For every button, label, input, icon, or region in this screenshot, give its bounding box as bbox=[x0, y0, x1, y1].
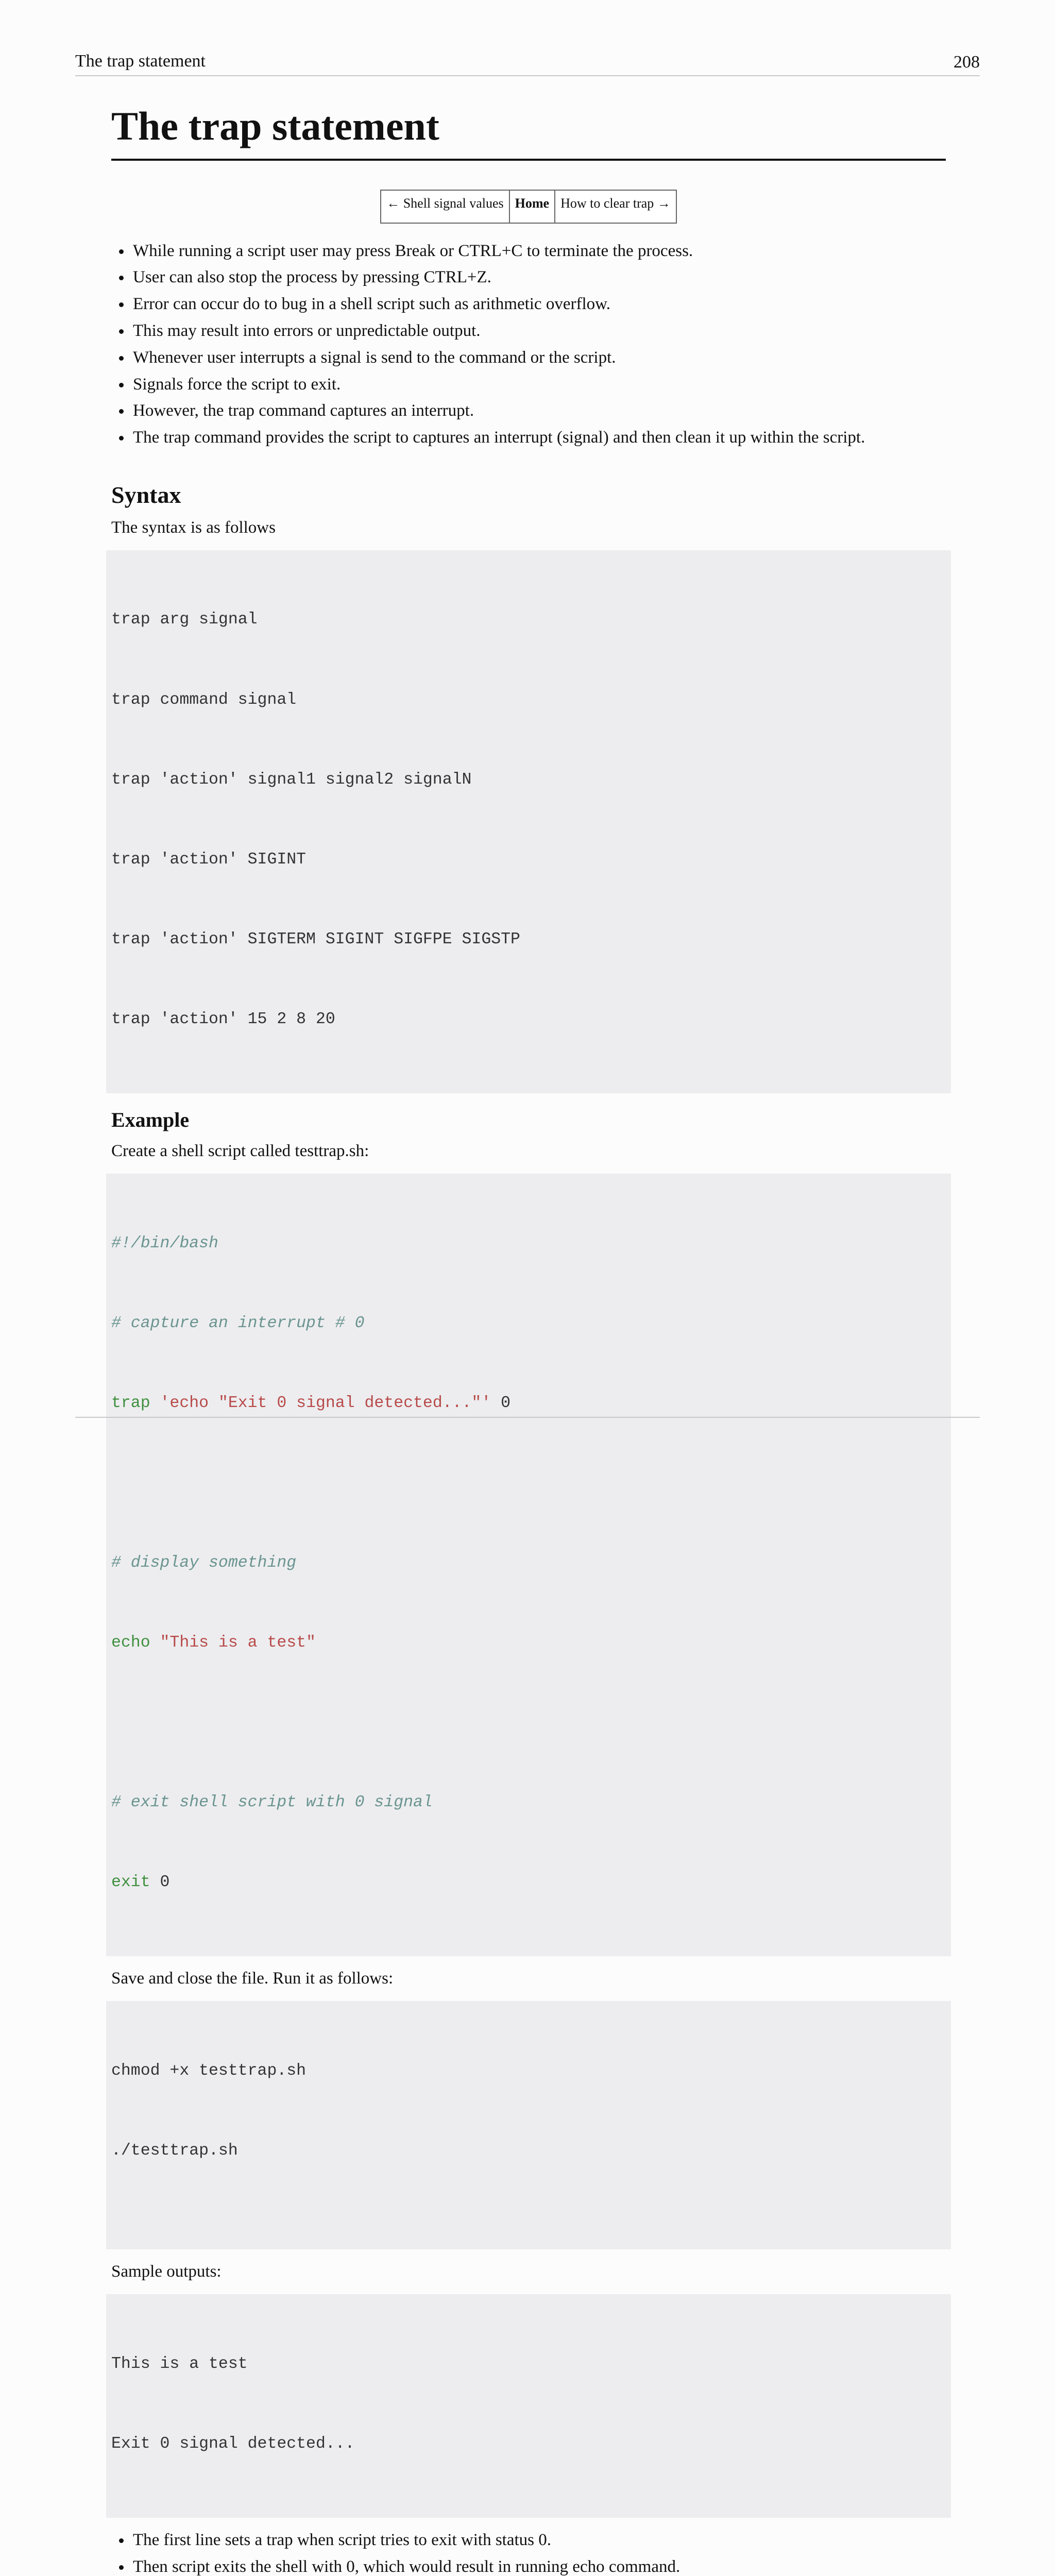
page-number: 208 bbox=[954, 53, 980, 72]
code-argument: 0 bbox=[150, 1873, 170, 1892]
code-line: chmod +x testtrap.sh bbox=[111, 2061, 307, 2080]
list-item: • Whenever user interrupts a signal is send to the command or the script. bbox=[132, 345, 946, 371]
code-line: trap 'action' SIGTERM SIGINT SIGFPE SIGSTP bbox=[111, 930, 520, 948]
running-header-title: The trap statement bbox=[75, 52, 206, 71]
intro-bullet-list bbox=[111, 238, 946, 451]
run-intro: Save and close the file. Run it as follows: bbox=[111, 1969, 394, 1988]
code-line: trap 'action' 15 2 8 20 bbox=[111, 1010, 335, 1029]
list-item: • The first line sets a trap when script tries to exit with status 0. bbox=[132, 2527, 946, 2554]
list-item: • However, the trap command captures an interrupt. bbox=[132, 398, 946, 425]
code-line: # capture an interrupt # 0 bbox=[111, 1314, 365, 1332]
code-line: ./testtrap.sh bbox=[111, 2142, 238, 2160]
code-string: 'echo "Exit 0 signal detected..."' bbox=[160, 1394, 491, 1412]
article-content bbox=[111, 103, 946, 2576]
notes-bullet-list bbox=[111, 2527, 946, 2576]
next-page-link[interactable]: How to clear trap → bbox=[555, 190, 676, 223]
output-intro: Sample outputs: bbox=[111, 2262, 222, 2281]
code-line: This is a test bbox=[111, 2354, 248, 2373]
code-keyword: echo bbox=[111, 1634, 150, 1652]
list-item: • This may result into errors or unpredictable output. bbox=[132, 318, 946, 345]
syntax-heading: Syntax bbox=[111, 482, 181, 509]
list-item: • User can also stop the process by pressing CTRL+Z. bbox=[132, 264, 946, 291]
list-item: • Signals force the script to exit. bbox=[132, 371, 946, 398]
code-line: trap command signal bbox=[111, 690, 297, 709]
prev-page-link[interactable]: ← Shell signal values bbox=[381, 190, 509, 223]
code-blank-line bbox=[111, 1709, 946, 1736]
code-line: # exit shell script with 0 signal bbox=[111, 1793, 433, 1812]
syntax-intro: The syntax is as follows bbox=[111, 518, 276, 537]
output-code-block bbox=[106, 2294, 951, 2518]
list-item: • Then script exits the shell with 0, which would result in running echo command. bbox=[132, 2554, 946, 2576]
list-item: • The trap command provides the script to captures an interrupt (signal) and then clean it up within the script. bbox=[132, 425, 946, 451]
code-blank-line bbox=[111, 1470, 946, 1497]
navigation-box bbox=[380, 190, 677, 224]
code-line: trap 'action' SIGINT bbox=[111, 850, 307, 869]
list-item: • While running a script user may press Break or CTRL+C to terminate the process. bbox=[132, 238, 946, 265]
footer-rule bbox=[75, 1417, 980, 1418]
code-keyword: trap bbox=[111, 1394, 150, 1412]
code-line bbox=[111, 1869, 946, 1896]
code-argument: 0 bbox=[491, 1394, 511, 1412]
code-line: trap arg signal bbox=[111, 611, 258, 629]
run-code-block bbox=[106, 2001, 951, 2249]
code-keyword: exit bbox=[111, 1873, 150, 1892]
code-line: Exit 0 signal detected... bbox=[111, 2434, 355, 2453]
page-title: The trap statement bbox=[111, 103, 946, 161]
code-line: trap 'action' signal1 signal2 signalN bbox=[111, 770, 472, 789]
example-heading: Example bbox=[111, 1108, 190, 1132]
syntax-code-block bbox=[106, 550, 951, 1093]
code-string: "This is a test" bbox=[160, 1634, 316, 1652]
example-intro: Create a shell script called testtrap.sh: bbox=[111, 1142, 369, 1161]
home-link[interactable]: Home bbox=[509, 190, 555, 223]
list-item: • Error can occur do to bug in a shell script such as arithmetic overflow. bbox=[132, 291, 946, 318]
running-header bbox=[75, 52, 980, 76]
code-line: #!/bin/bash bbox=[111, 1234, 218, 1252]
script-code-block bbox=[106, 1174, 951, 1956]
code-line bbox=[111, 1390, 946, 1417]
code-line: # display something bbox=[111, 1553, 297, 1572]
code-line bbox=[111, 1630, 946, 1656]
